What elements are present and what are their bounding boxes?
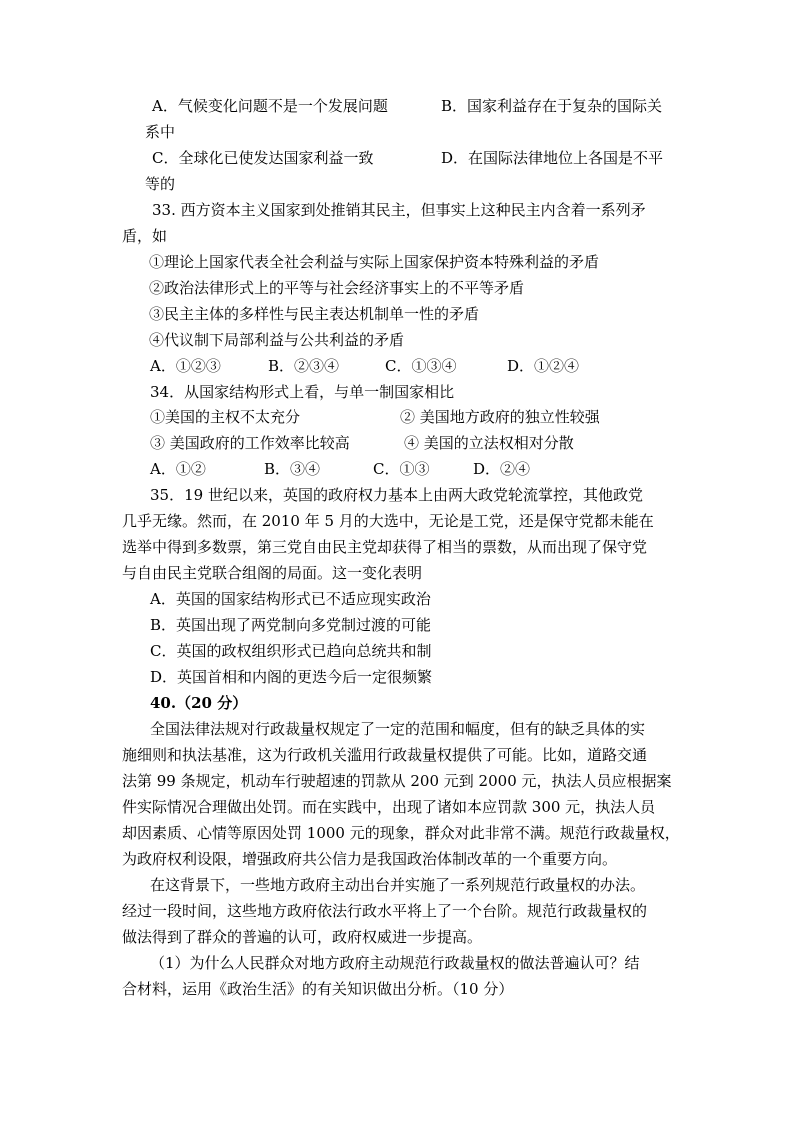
- q40-paragraph-2-line-1: 在这背景下，一些地方政府主动出台并实施了一系列规范行政量权的办法。: [150, 876, 646, 894]
- q35-stem-line-2: 几乎无缘。然而，在 2010 年 5 月的大选中，无论是工党，还是保守党都未能在: [122, 512, 654, 530]
- q35-option-d: D．英国首相和内阁的更迭今后一定很频繁: [150, 668, 433, 686]
- q33-option-b: B．②③④: [268, 357, 340, 375]
- q34-item-2: ② 美国地方政府的独立性较强: [400, 408, 600, 426]
- q32-option-c: C．全球化已使发达国家利益一致: [152, 149, 374, 167]
- q40-paragraph-1-line-5: 却因素质、心情等原因处罚 1000 元的现象，群众对此非常不满。规范行政裁量权，: [122, 824, 680, 842]
- q33-item-3: ③民主主体的多样性与民主表达机制单一性的矛盾: [149, 305, 480, 323]
- q34-option-a: A．①②: [150, 460, 206, 478]
- q35-option-c: C．英国的政权组织形式已趋向总统共和制: [150, 642, 432, 660]
- q35-option-a: A．英国的国家结构形式已不适应现实政治: [150, 590, 431, 608]
- q33-stem-line-1: 33. 西方资本主义国家到处推销其民主，但事实上这种民主内含着一系列矛: [152, 201, 646, 219]
- q40-paragraph-1-line-1: 全国法律法规对行政裁量权规定了一定的范围和幅度，但有的缺乏具体的实: [150, 720, 646, 738]
- q34-item-3: ③ 美国政府的工作效率比较高: [150, 434, 350, 452]
- q40-heading: 40.（20 分）: [150, 694, 248, 712]
- q32-option-d: D．在国际法律地位上各国是不平: [441, 149, 664, 167]
- q35-stem-line-3: 选举中得到多数票，第三党自由民主党却获得了相当的票数，从而出现了保守党: [122, 538, 648, 556]
- q40-paragraph-1-line-2: 施细则和执法基准，这为行政机关滥用行政裁量权提供了可能。比如，道路交通: [122, 746, 648, 764]
- q40-paragraph-1-line-6: 为政府权利设限，增强政府共公信力是我国政治体制改革的一个重要方向。: [122, 850, 618, 868]
- q40-subquestion-1-line-1: （1）为什么人民群众对地方政府主动规范行政裁量权的做法普遍认可？结: [150, 954, 640, 972]
- q34-item-1: ①美国的主权不太充分: [150, 408, 301, 426]
- q34-item-4: ④ 美国的立法权相对分散: [404, 434, 574, 452]
- q33-stem-line-2: 盾，如: [122, 227, 168, 245]
- q33-item-4: ④代议制下局部利益与公共利益的矛盾: [149, 331, 405, 349]
- q35-option-b: B．英国出现了两党制向多党制过渡的可能: [150, 616, 432, 634]
- q40-paragraph-2-line-3: 做法得到了群众的普遍的认可，政府权威进一步提高。: [122, 928, 483, 946]
- q33-option-c: C．①③④: [385, 357, 457, 375]
- q40-paragraph-2-line-2: 经过一段时间，这些地方政府依法行政水平将上了一个台阶。规范行政裁量权的: [122, 902, 648, 920]
- q33-option-d: D．①②④: [507, 357, 580, 375]
- q40-paragraph-1-line-4: 件实际情况合理做出处罚。而在实践中，出现了诸如本应罚款 300 元，执法人员: [122, 798, 656, 816]
- q34-stem: 34．从国家结构形式上看，与单一制国家相比: [150, 383, 455, 401]
- q33-option-a: A．①②③: [150, 357, 221, 375]
- q34-option-c: C．①③: [373, 460, 430, 478]
- q33-item-2: ②政治法律形式上的平等与社会经济事实上的不平等矛盾: [149, 279, 525, 297]
- q40-paragraph-1-line-3: 法第 99 条规定，机动车行驶超速的罚款从 200 元到 2000 元，执法人员应根据案: [122, 772, 672, 790]
- q40-subquestion-1-line-2: 合材料，运用《政治生活》的有关知识做出分析。（10 分）: [122, 980, 514, 998]
- q34-option-d: D．②④: [473, 460, 531, 478]
- q32-option-a: A．气候变化问题不是一个发展问题: [152, 97, 388, 115]
- q35-stem-line-1: 35．19 世纪以来，英国的政府权力基本上由两大政党轮流掌控，其他政党: [150, 486, 643, 504]
- q34-option-b: B．③④: [264, 460, 321, 478]
- q35-stem-line-4: 与自由民主党联合组阁的局面。这一变化表明: [122, 564, 423, 582]
- q32-option-b-continued: 系中: [145, 123, 176, 141]
- q32-option-b: B．国家利益存在于复杂的国际关: [441, 97, 663, 115]
- q32-option-d-continued: 等的: [145, 175, 176, 193]
- q33-item-1: ①理论上国家代表全社会利益与实际上国家保护资本特殊利益的矛盾: [149, 253, 600, 271]
